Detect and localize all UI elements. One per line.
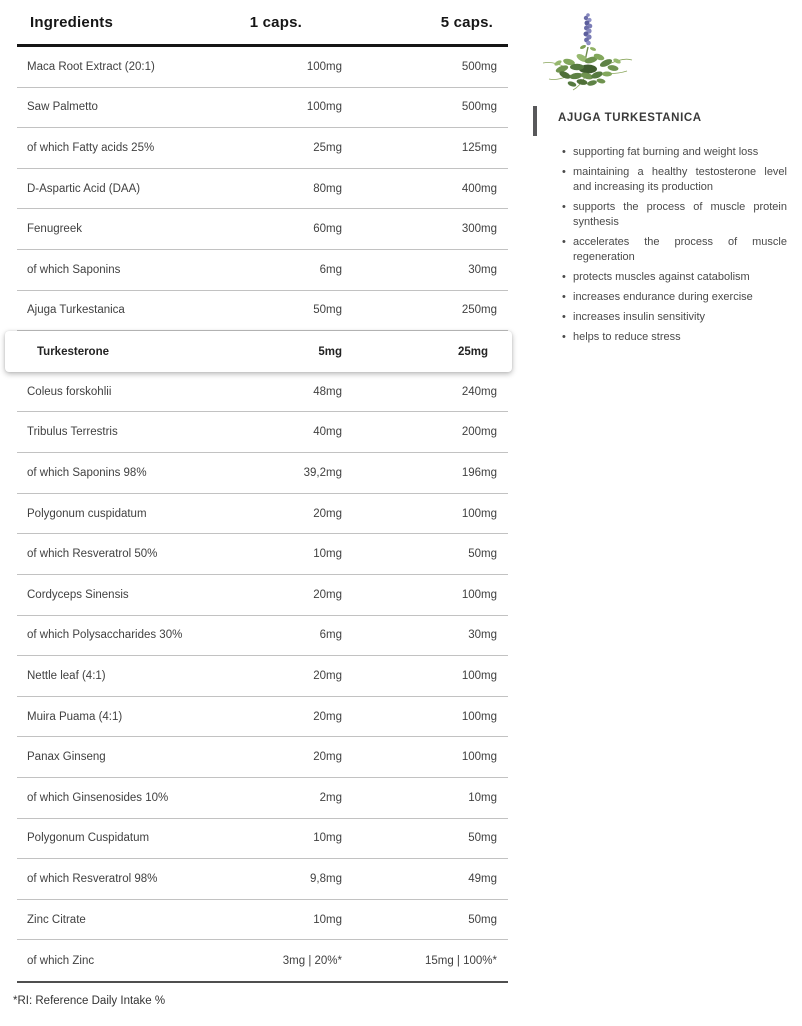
benefit-item: • maintaining a healthy testosterone level and increasing its production bbox=[561, 165, 787, 195]
amount-1caps: 20mg bbox=[313, 751, 342, 764]
table-row bbox=[17, 534, 508, 575]
ingredient-name: of which Polysaccharides 30% bbox=[27, 629, 183, 642]
ingredient-name: D-Aspartic Acid (DAA) bbox=[27, 182, 141, 195]
ingredient-name: Nettle leaf (4:1) bbox=[27, 669, 106, 682]
amount-5caps: 400mg bbox=[461, 182, 497, 195]
amount-5caps: 100mg bbox=[461, 710, 497, 723]
amount-1caps: 50mg bbox=[313, 304, 342, 317]
table-row bbox=[17, 291, 508, 332]
amount-1caps: 60mg bbox=[313, 223, 342, 236]
table-row bbox=[17, 819, 508, 860]
info-heading: AJUGA TURKESTANICA bbox=[558, 112, 702, 124]
col-header-ingredients: Ingredients bbox=[30, 13, 114, 31]
ingredient-name: Coleus forskohlii bbox=[27, 385, 112, 398]
plant-foliage bbox=[554, 52, 622, 87]
table-row bbox=[17, 616, 508, 657]
table-row bbox=[17, 128, 508, 169]
amount-1caps: 80mg bbox=[313, 182, 342, 195]
table-row bbox=[17, 47, 508, 88]
benefit-item: • supporting fat burning and weight loss bbox=[561, 145, 787, 160]
table-row bbox=[17, 697, 508, 738]
amount-1caps: 6mg bbox=[319, 263, 342, 276]
amount-5caps: 30mg bbox=[468, 629, 497, 642]
col-header-5caps: 5 caps. bbox=[440, 13, 493, 31]
amount-5caps: 500mg bbox=[461, 101, 497, 114]
ingredient-name: of which Ginsenosides 10% bbox=[27, 791, 169, 804]
amount-5caps: 100mg bbox=[461, 507, 497, 520]
amount-5caps: 240mg bbox=[461, 385, 497, 398]
ingredient-name: Cordyceps Sinensis bbox=[27, 588, 129, 601]
ingredient-name: of which Fatty acids 25% bbox=[27, 142, 155, 155]
benefit-item: • supports the process of muscle protein synthesis bbox=[561, 200, 787, 230]
benefits-list bbox=[561, 145, 787, 350]
table-row bbox=[17, 494, 508, 535]
amount-5caps: 100mg bbox=[461, 669, 497, 682]
table-row-highlight bbox=[5, 331, 512, 372]
table-body bbox=[17, 47, 508, 983]
amount-5caps: 250mg bbox=[461, 304, 497, 317]
amount-5caps: 125mg bbox=[461, 142, 497, 155]
ingredient-name: Zinc Citrate bbox=[27, 913, 86, 926]
amount-1caps: 9,8mg bbox=[310, 872, 342, 885]
ingredient-name: Ajuga Turkestanica bbox=[27, 304, 125, 317]
table-row bbox=[17, 900, 508, 941]
ingredient-name: Polygonum cuspidatum bbox=[27, 507, 147, 520]
amount-1caps: 48mg bbox=[313, 385, 342, 398]
ingredient-name: of which Saponins 98% bbox=[27, 466, 147, 479]
ingredient-name: Turkesterone bbox=[37, 345, 110, 358]
col-header-1caps: 1 caps. bbox=[249, 13, 302, 31]
amount-5caps: 196mg bbox=[461, 466, 497, 479]
benefit-item: • protects muscles against catabolism bbox=[561, 270, 787, 285]
ingredient-name: Muira Puama (4:1) bbox=[27, 710, 123, 723]
amount-5caps: 50mg bbox=[468, 832, 497, 845]
ingredient-name: of which Resveratrol 98% bbox=[27, 872, 158, 885]
ingredient-name: of which Zinc bbox=[27, 954, 95, 967]
table-header bbox=[17, 0, 508, 47]
amount-5caps: 49mg bbox=[468, 872, 497, 885]
amount-1caps: 6mg bbox=[319, 629, 342, 642]
ingredient-name: Saw Palmetto bbox=[27, 101, 98, 114]
amount-1caps: 20mg bbox=[313, 710, 342, 723]
ingredient-name: Fenugreek bbox=[27, 223, 82, 236]
amount-5caps: 300mg bbox=[461, 223, 497, 236]
amount-5caps: 15mg | 100%* bbox=[424, 954, 497, 967]
table-row bbox=[17, 575, 508, 616]
table-row bbox=[17, 209, 508, 250]
amount-1caps: 5mg bbox=[318, 345, 342, 358]
table-row bbox=[17, 778, 508, 819]
amount-5caps: 200mg bbox=[461, 426, 497, 439]
amount-1caps: 40mg bbox=[313, 426, 342, 439]
ingredient-name: Tribulus Terrestris bbox=[27, 426, 118, 439]
amount-5caps: 25mg bbox=[457, 345, 488, 358]
table-row bbox=[17, 169, 508, 210]
benefit-item: • accelerates the process of muscle regeneration bbox=[561, 235, 787, 265]
amount-5caps: 30mg bbox=[468, 263, 497, 276]
table-row bbox=[17, 372, 508, 413]
ingredients-table bbox=[13, 0, 508, 1008]
table-row bbox=[17, 88, 508, 129]
ingredient-name: Maca Root Extract (20:1) bbox=[27, 60, 155, 73]
ajuga-plant-image bbox=[535, 5, 645, 95]
table-row bbox=[17, 737, 508, 778]
amount-1caps: 25mg bbox=[313, 142, 342, 155]
benefit-item: • helps to reduce stress bbox=[561, 330, 787, 345]
amount-1caps: 2mg bbox=[319, 791, 342, 804]
amount-5caps: 100mg bbox=[461, 588, 497, 601]
info-heading-block bbox=[533, 106, 702, 136]
table-row bbox=[17, 940, 508, 981]
table-row bbox=[17, 250, 508, 291]
benefit-item: • increases insulin sensitivity bbox=[561, 310, 787, 325]
amount-1caps: 10mg bbox=[313, 548, 342, 561]
amount-1caps: 100mg bbox=[306, 60, 342, 73]
table-row bbox=[17, 859, 508, 900]
amount-5caps: 50mg bbox=[468, 548, 497, 561]
amount-1caps: 100mg bbox=[306, 101, 342, 114]
flower-spike bbox=[579, 13, 596, 61]
amount-1caps: 39,2mg bbox=[303, 466, 342, 479]
footnote: *RI: Reference Daily Intake % bbox=[13, 995, 166, 1008]
table-row bbox=[17, 412, 508, 453]
benefit-item: • increases endurance during exercise bbox=[561, 290, 787, 305]
amount-5caps: 500mg bbox=[461, 60, 497, 73]
ingredient-name: Panax Ginseng bbox=[27, 751, 106, 764]
accent-bar bbox=[533, 106, 537, 136]
amount-5caps: 50mg bbox=[468, 913, 497, 926]
amount-5caps: 10mg bbox=[468, 791, 497, 804]
amount-1caps: 3mg | 20%* bbox=[282, 954, 342, 967]
amount-1caps: 10mg bbox=[313, 832, 342, 845]
amount-5caps: 100mg bbox=[461, 751, 497, 764]
ingredient-name: of which Resveratrol 50% bbox=[27, 548, 158, 561]
table-row bbox=[17, 656, 508, 697]
amount-1caps: 10mg bbox=[313, 913, 342, 926]
amount-1caps: 20mg bbox=[313, 669, 342, 682]
ingredient-name: of which Saponins bbox=[27, 263, 121, 276]
amount-1caps: 20mg bbox=[313, 507, 342, 520]
table-row bbox=[17, 453, 508, 494]
ingredient-name: Polygonum Cuspidatum bbox=[27, 832, 150, 845]
amount-1caps: 20mg bbox=[313, 588, 342, 601]
